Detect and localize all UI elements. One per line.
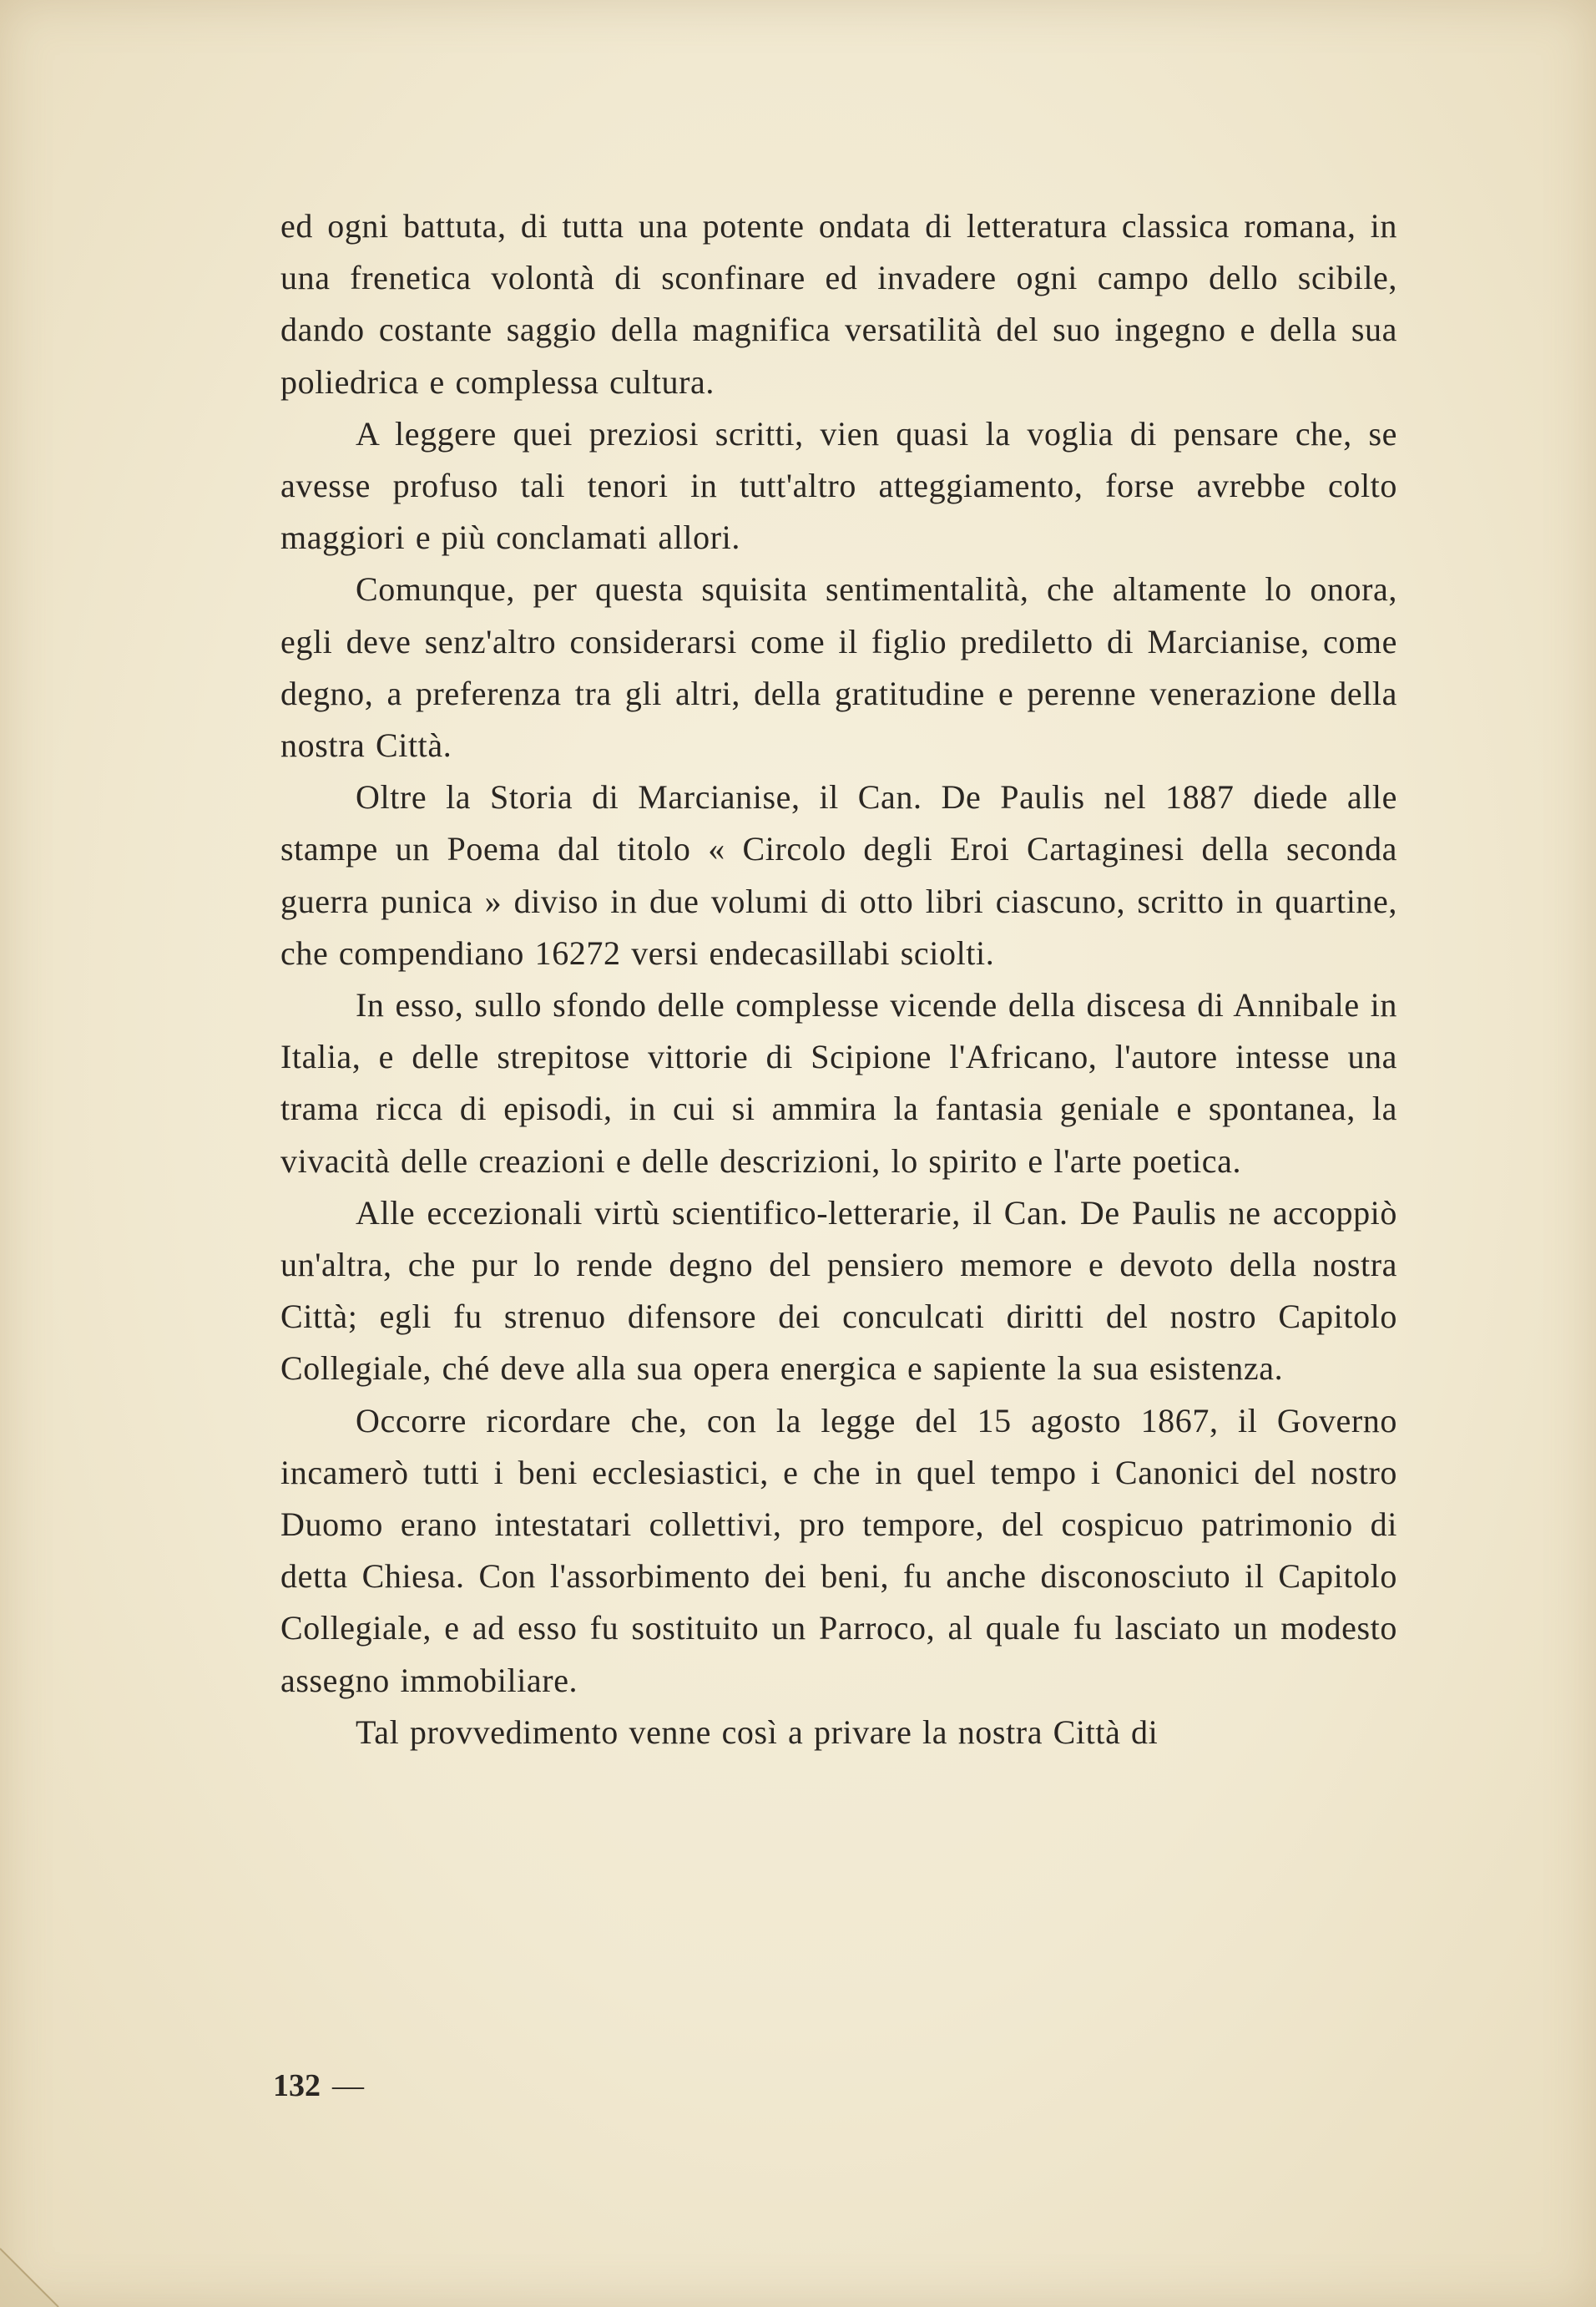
paragraph-7: Occorre ricordare che, con la legge del 15 agosto 1867, il Governo incamerò tutti i beni ecclesiastici, e che in quel tempo i Canonici del nostro Duomo erano intestatari collettivi, pro tempore, del cospicuo patrimonio di detta Chiesa. Con l'assorbimento dei beni, fu anche disconosciuto il Capitolo Collegiale, e ad esso fu sostituito un Parroco, al quale fu lasciato un modesto assegno immobiliare. — [280, 1401, 1397, 1699]
page-footer — [273, 2067, 364, 2104]
paragraph-2: A leggere quei preziosi scritti, vien quasi la voglia di pensare che, se avesse profuso tali tenori in tutt'altro atteggiamento, forse avrebbe colto maggiori e più conclamati allori. — [280, 414, 1397, 557]
paragraph-5: In esso, sullo sfondo delle complesse vicende della discesa di Annibale in Italia, e delle strepitose vittorie di Scipione l'Africano, l'autore intesse una trama ricca di episodi, in cui si ammira la fantasia geniale e spontanea, la vivacità delle creazioni e delle descrizioni, lo spirito e l'arte poetica. — [280, 986, 1397, 1180]
page-number: 132 — [273, 2068, 321, 2103]
paragraph-3: Comunque, per questa squisita sentimentalità, che altamente lo onora, egli deve senz'altro considerarsi come il figlio prediletto di Marcianise, come degno, a preferenza tra gli altri, della gratitudine e perenne venerazione della nostra Città. — [280, 570, 1397, 765]
footer-dash: — — [332, 2068, 364, 2103]
paragraph-1: ed ogni battuta, di tutta una potente ondata di letteratura classica romana, in una frenetica volontà di sconfinare ed invadere ogni campo dello scibile, dando costante saggio della magnifica versatilità del suo ingegno e della sua poliedrica e complessa cultura. — [280, 207, 1397, 401]
paragraph-8: Tal provvedimento venne così a privare la nostra Città di — [356, 1713, 1159, 1751]
paragraph-6: Alle eccezionali virtù scientifico-letterarie, il Can. De Paulis ne accoppiò un'altra, che pur lo rende degno del pensiero memore e devoto della nostra Città; egli fu strenuo difensore dei conculcati diritti del nostro Capitolo Collegiale, ché deve alla sua opera energica e sapiente la sua esistenza. — [280, 1193, 1397, 1388]
body-text — [280, 200, 1397, 1758]
paragraph-4: Oltre la Storia di Marcianise, il Can. De Paulis nel 1887 diede alle stampe un Poema dal titolo « Circolo degli Eroi Cartaginesi della seconda guerra punica » diviso in due volumi di otto libri ciascuno, scritto in quartine, che compendiano 16272 versi endecasillabi sciolti. — [280, 778, 1397, 972]
folded-corner — [0, 2215, 92, 2307]
